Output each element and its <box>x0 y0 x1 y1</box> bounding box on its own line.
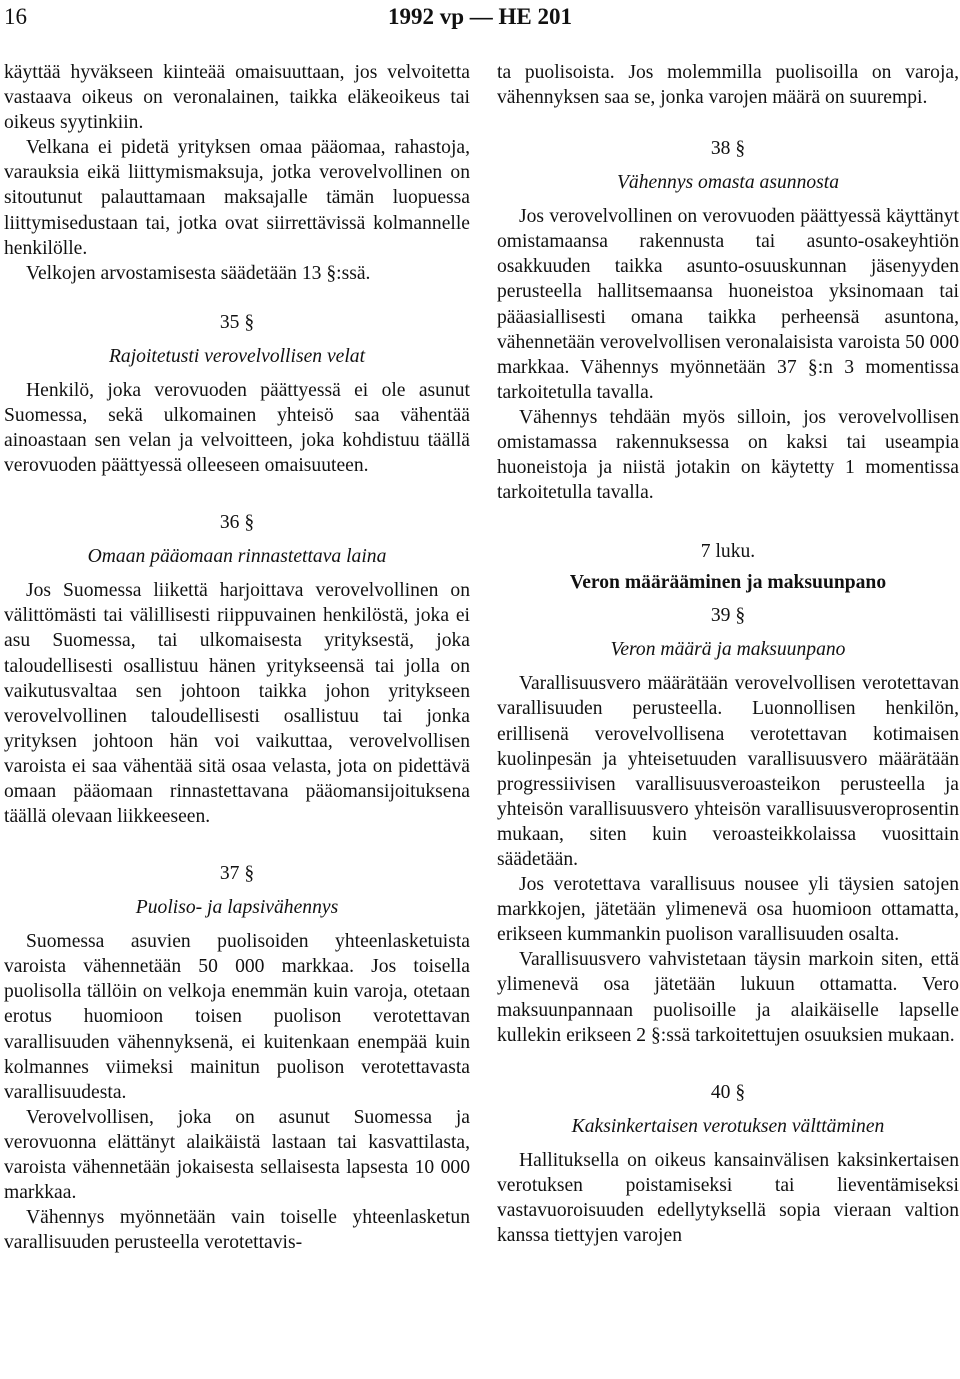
paragraph: Hallituksella on oikeus kansainvälisen kaksinkertaisen verotuksen poistamiseksi tai lieventämiseksi vastavuoroisuuden edellytyksellä sopia vieraan valtion kanssa tiettyjen varojen <box>497 1149 959 1246</box>
section-title: Veron määrä ja maksuunpano <box>610 639 846 661</box>
paragraph: Jos verovelvollinen on verovuoden päättyessä käyttänyt omistamaansa rakennusta tai asunto-osakeyhtiön osakkuuden taikka asunto-osuuskunnan jäsenyyden perusteella hallitsemaansa huoneistoa yksinomaan tai pääasiallisesti omana taikka perheensä asuntona, vähennetään verovelvollisen veronalaisista varoista 50 000 markkaa. Vähennys myönnetään 37 §:n 3 momentissa tarkoitetulla tavalla. <box>497 206 959 403</box>
section-number: 37 § <box>219 863 255 885</box>
page-number: 16 <box>4 4 27 29</box>
section-number: 39 § <box>710 605 746 627</box>
right-column <box>497 60 959 1248</box>
section-title: Kaksinkertaisen verotuksen välttäminen <box>571 1115 885 1137</box>
section-number: 36 § <box>219 512 255 534</box>
section-title: Vähennys omasta asunnosta <box>616 172 840 194</box>
chapter-number: 7 luku. <box>700 541 756 563</box>
section-title: Omaan pääomaan rinnastettava laina <box>87 546 387 568</box>
paragraph: Velkojen arvostamisesta säädetään 13 §:ssä. <box>26 262 371 284</box>
section-title: Rajoitetusti verovelvollisen velat <box>108 345 366 367</box>
section-number: 35 § <box>219 311 255 333</box>
paragraph: Varallisuusvero vahvistetaan täysin markoin siten, että ylimenevä osa jätetään lukuun ottamatta. Vero maksuunpannaan puolisoille ja alaikäiselle lapselle kullekin erikseen 2 §:ssä tarkoitettujen osuuksien mukaan. <box>497 949 959 1046</box>
paragraph: Jos verotettava varallisuus nousee yli täysien satojen markkojen, jätetään ylimenevä osa huomioon ottamatta, erikseen kummankin puolison varallisuuden osalta. <box>497 874 959 946</box>
document-title: 1992 vp — HE 201 <box>387 4 573 29</box>
section-title: Puoliso- ja lapsivähennys <box>135 897 339 919</box>
paragraph: Henkilö, joka verovuoden päättyessä ei ole asunut Suomessa, sekä ulkomainen yhteisö saa vähentää ainoastaan sen velan ja velvoitteen, joka kohdistuu täällä verovuoden päättyessä olleeseen omaisuuteen. <box>4 379 470 477</box>
page-header <box>4 4 956 32</box>
section-number: 40 § <box>710 1081 746 1103</box>
paragraph: Velkana ei pidetä yrityksen omaa pääomaa, rahastoja, varauksia eikä liittymismaksuja, jotka verovelvollinen on sitoutunut palauttamaan maksajalle tämän luopuessa liittymisedustaan tai, jotka ovat siirrettävissä kolmannelle henkilölle. <box>4 137 470 259</box>
paragraph: Suomessa asuvien puolisoiden yhteenlasketuista varoista vähennetään 50 000 markkaa. Jos toisella puolisolla tällöin on velkoja enemmän kuin varoja, otetaan erotus huomioon toisen puolison verotettavan varallisuuden vähennyksenä, ei kuitenkaan enempää kuin kolmannes viimeksi mainitun puolison verotettavasta varallisuudesta. <box>4 931 470 1103</box>
left-column <box>4 60 470 1255</box>
paragraph: Jos Suomessa liikettä harjoittava verovelvollinen on välittömästi tai välillisesti riippuvainen henkilöstä, joka ei asu Suomessa, tai ulkomaisesta yrityksestä, joka taloudellisesti osallistuu hänen yritykseensä tai jolla on vaikutusvaltaa sen johtoon taikka johon yritykseen verovelvollinen taloudellisesti osallistuu tai jonka yrityksen johtoon hän voi vaikuttaa, verovelvollisen varoista ei saa vähentää sitä osaa velasta, jota on pidettävä omaan pääomaan rinnastettavana pääomansijoituksena täällä olevaan liikkeeseen. <box>4 580 470 828</box>
section-number: 38 § <box>710 138 746 160</box>
paragraph: ta puolisoista. Jos molemmilla puolisoilla on varoja, vähennyksen saa se, jonka varojen määrä on suurempi. <box>497 62 959 109</box>
paragraph: Varallisuusvero määrätään verovelvollisen verotettavan varallisuuden perusteella. Luonnollisen henkilön, erillisenä verovelvollisena verotettavan kotimaisen kuolinpesän ja yhteisetuuden varallisuusvero määrätään progressiivisen varallisuusveroasteikon perusteella ja yhteisön varallisuusvero yhteisön varallisuusveroprosentin mukaan, siten kuin veroasteikkolaissa vuosittain säädetään. <box>497 673 959 870</box>
paragraph: Verovelvollisen, joka on asunut Suomessa ja verovuonna elättänyt alaikäistä lastaan tai kasvattilasta, varoista vähennetään jokaisesta sellaisesta lapsesta 10 000 markkaa. <box>4 1106 470 1204</box>
chapter-title: Veron määrääminen ja maksuunpano <box>569 572 887 594</box>
paragraph: Vähennys myönnetään vain toiselle yhteenlasketun varallisuuden perusteella verotettavis- <box>4 1207 470 1254</box>
paragraph: käyttää hyväkseen kiinteää omaisuuttaan, jos velvoitetta vastaava oikeus on veronalainen, taikka eläkeoikeus tai oikeus syytinkiin. <box>4 62 470 134</box>
paragraph: Vähennys tehdään myös silloin, jos verovelvollisen omistamassa rakennuksessa on kaksi tai useampia huoneistoja ja niistä jotakin on käytetty 1 momentissa tarkoitetulla tavalla. <box>497 406 959 504</box>
